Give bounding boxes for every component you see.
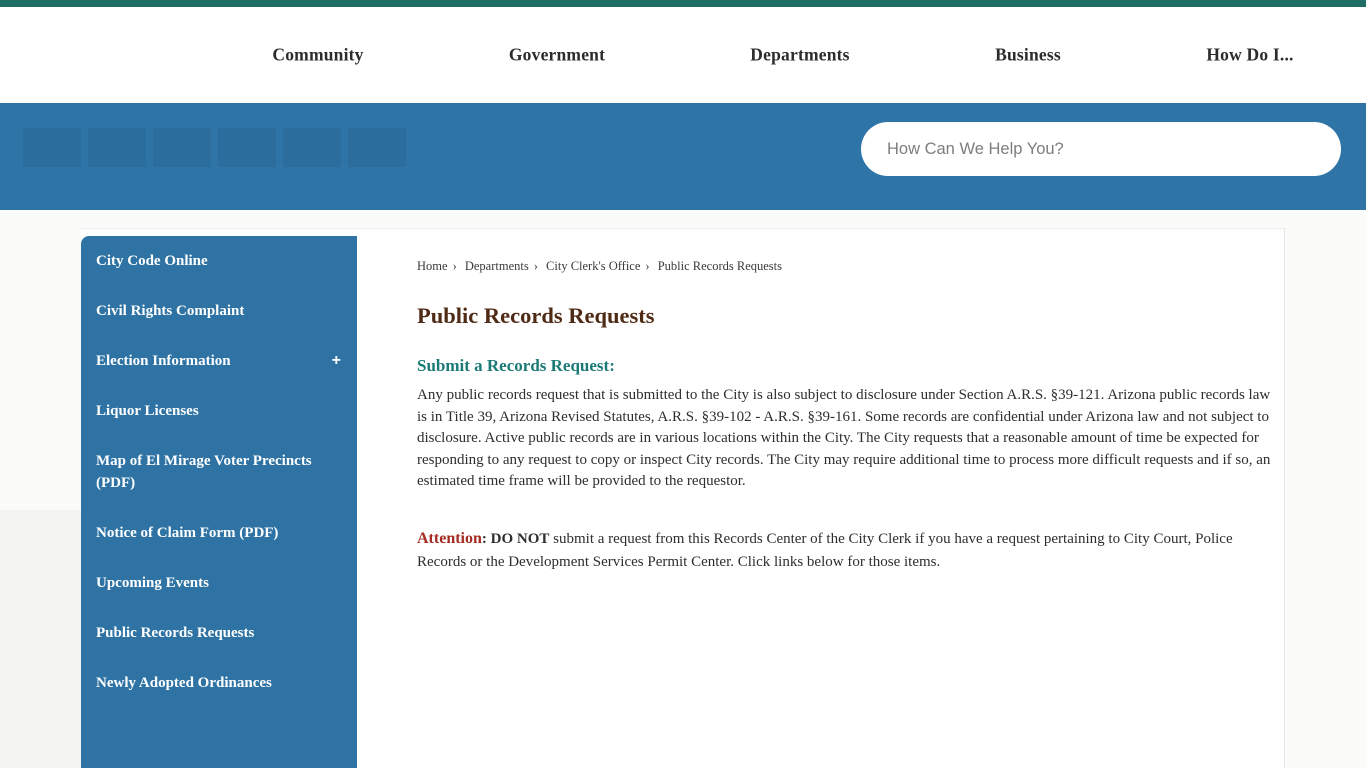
breadcrumb-separator: › [452, 259, 457, 273]
search-input[interactable] [861, 122, 1341, 176]
attention-colon: : [481, 530, 491, 547]
sidebar-menu [81, 236, 357, 768]
breadcrumb-separator: › [645, 259, 650, 273]
sidebar-item-label: Civil Rights Complaint [96, 303, 245, 319]
sidebar-item-label: Map of El Mirage Voter Precincts (PDF) [96, 453, 312, 491]
sidebar-item-public-records-requests[interactable] [81, 608, 357, 658]
header-logo-tile [348, 128, 406, 167]
attention-paragraph [417, 527, 1283, 574]
attention-text: submit a request from this Records Center of the City Clerk if you have a request pertaining to City Court, Police Records or the Development Services Permit Center. Click links below for those items. [417, 530, 1233, 570]
header-logo-tiles [23, 128, 406, 167]
nav-item-community[interactable]: Community [272, 44, 364, 65]
header-logo-tile [153, 128, 211, 167]
sidebar-item-election-information[interactable] [81, 336, 357, 386]
sidebar-item-notice-of-claim-form[interactable] [81, 508, 357, 558]
sidebar-item-label: Liquor Licenses [96, 403, 199, 419]
sidebar-item-liquor-licenses[interactable] [81, 386, 357, 436]
expand-plus-icon[interactable]: + [331, 352, 341, 369]
sidebar-item-city-code-online[interactable] [81, 236, 357, 286]
breadcrumb-link-departments[interactable]: Departments [464, 259, 529, 273]
sidebar-item-label: Public Records Requests [96, 625, 255, 641]
attention-label: Attention [417, 529, 482, 547]
page-title: Public Records Requests [417, 303, 655, 328]
page-background-strip [0, 510, 81, 768]
header-logo-tile [23, 128, 81, 167]
attention-do-not: DO NOT [490, 530, 550, 547]
top-accent-bar [0, 0, 1366, 7]
header-logo-tile [88, 128, 146, 167]
site-header [0, 103, 1366, 210]
header-logo-tile [283, 128, 341, 167]
main-navigation [0, 7, 1366, 103]
section-heading: Submit a Records Request: [417, 356, 615, 375]
breadcrumb-link-city-clerks-office[interactable]: City Clerk's Office [546, 259, 641, 273]
sidebar-item-civil-rights-complaint[interactable] [81, 286, 357, 336]
sidebar-item-label: Upcoming Events [96, 575, 209, 591]
sidebar-item-label: Newly Adopted Ordinances [96, 675, 272, 691]
sidebar-item-voter-precincts-map[interactable] [81, 436, 357, 508]
sidebar-item-label: City Code Online [96, 253, 208, 269]
sidebar-item-upcoming-events[interactable] [81, 558, 357, 608]
nav-item-departments[interactable]: Departments [750, 44, 850, 65]
records-request-paragraph: Any public records request that is submitted to the City is also subject to disclosure under Section A.R.S. §39-121. Arizona public records law is in Title 39, Arizona Revised Statutes, A.R.S. §39-102 - A.R.S. §39-161. Some records are confidential under Arizona law and not subject to disclosure. Active public records are in various locations within the City. The City requests that a reasonable amount of time be expected for responding to any request to copy or inspect City records. The City may require additional time to process more difficult requests and if so, an estimated time frame will be provided to the requestor. [417, 387, 1271, 490]
sidebar-item-label: Election Information [96, 353, 231, 369]
header-logo-tile [218, 128, 276, 167]
content-card [81, 228, 1285, 768]
breadcrumb-link-home[interactable]: Home [417, 259, 448, 273]
nav-item-government[interactable]: Government [508, 44, 606, 65]
main-content [387, 229, 1285, 768]
breadcrumb-separator: › [533, 259, 538, 273]
sidebar-item-label: Notice of Claim Form (PDF) [96, 525, 279, 541]
page-body [0, 210, 1366, 768]
breadcrumb-current-page: Public Records Requests [657, 259, 782, 273]
nav-item-how-do-i[interactable]: How Do I... [1206, 44, 1294, 65]
nav-item-business[interactable]: Business [995, 44, 1061, 65]
breadcrumb [417, 259, 1251, 274]
sidebar-item-newly-adopted-ordinances[interactable] [81, 658, 357, 708]
